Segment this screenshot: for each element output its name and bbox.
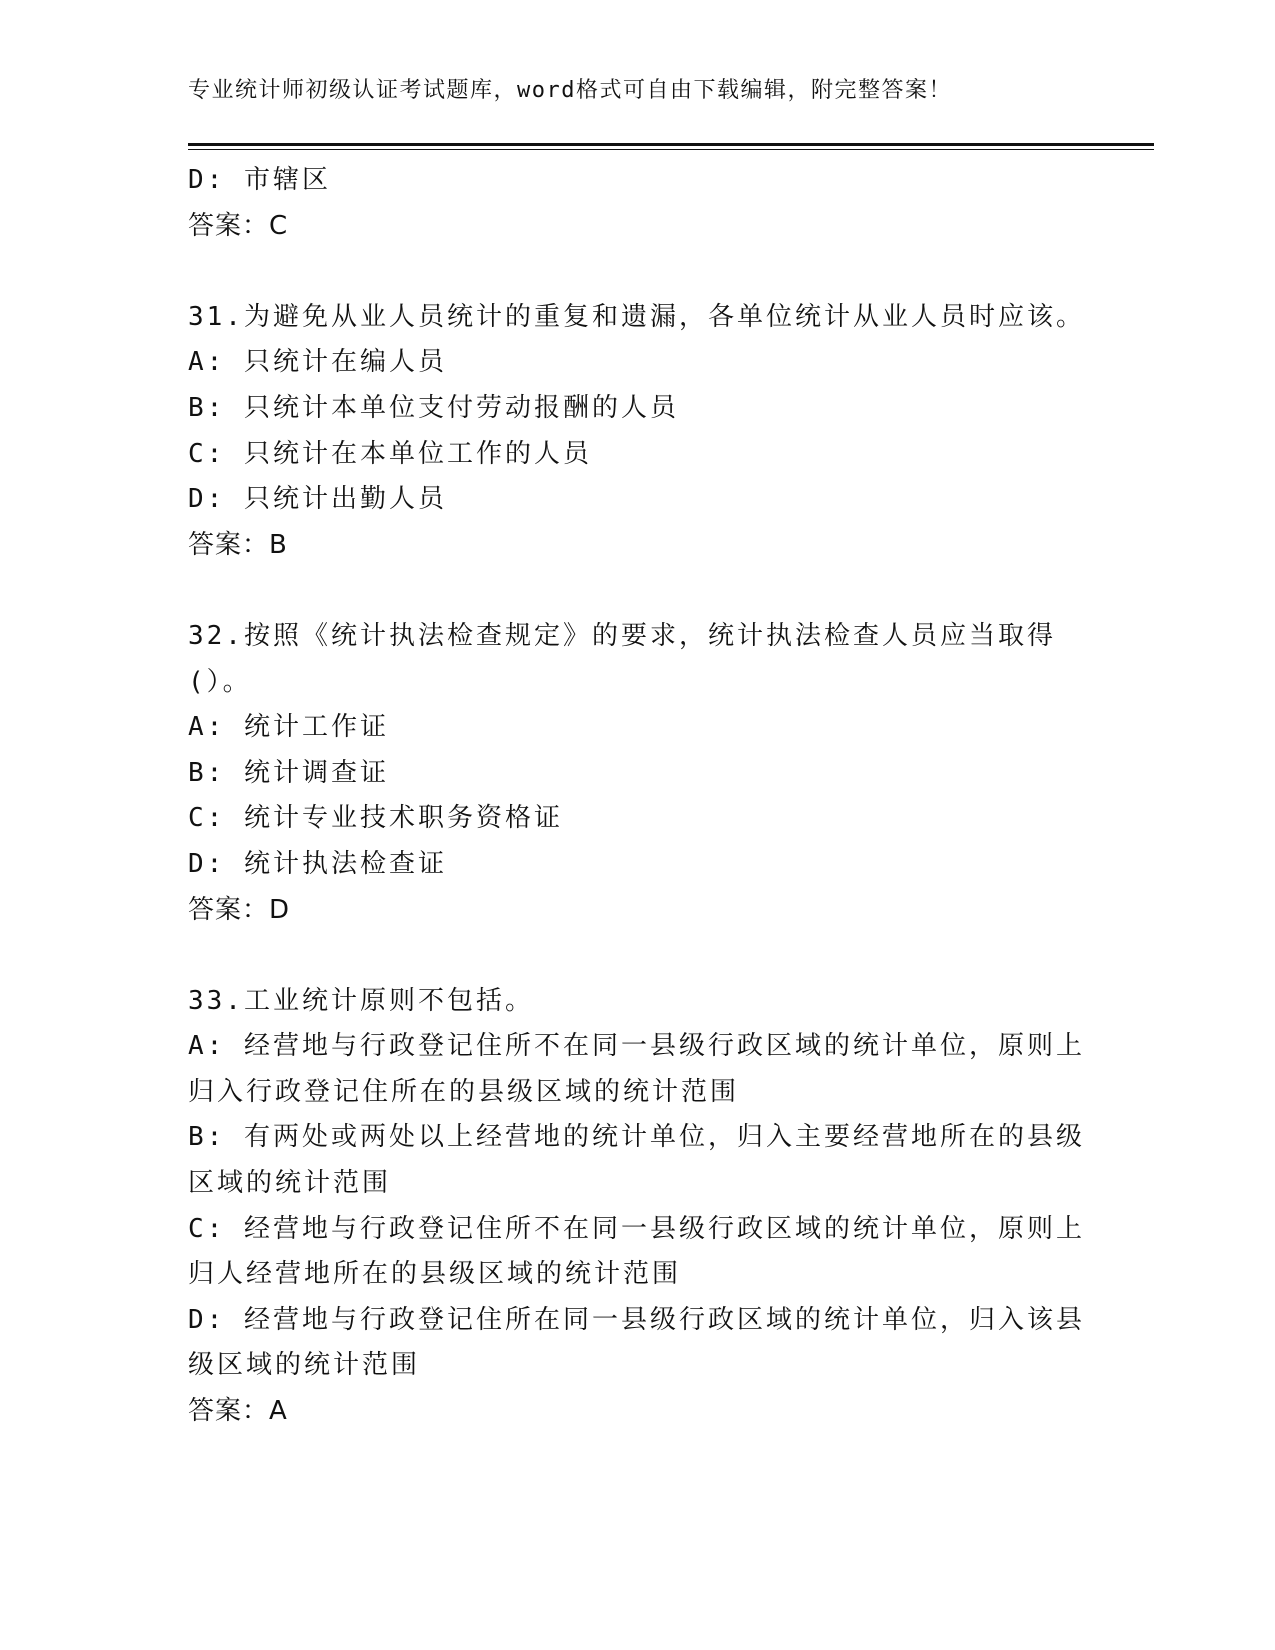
spacer xyxy=(188,933,1088,979)
question-31-option-a: A: 只统计在编人员 xyxy=(188,347,447,378)
header-divider-thin xyxy=(188,149,1154,150)
question-33-option-d: D: 经营地与行政登记住所在同一县级行政区域的统计单位，归入该县级区域的统计范围 xyxy=(188,1304,1085,1381)
header-divider-thick xyxy=(188,143,1154,146)
question-32-option-a: A: 统计工作证 xyxy=(188,712,389,743)
question-31-stem: 31.为避免从业人员统计的重复和遗漏，各单位统计从业人员时应该。 xyxy=(188,301,1085,332)
question-31-option-d: D: 只统计出勤人员 xyxy=(188,484,447,515)
question-content xyxy=(188,158,1088,1435)
spacer xyxy=(188,568,1088,614)
question-33-option-a: A: 经营地与行政登记住所不在同一县级行政区域的统计单位，原则上归入行政登记住所在的县级区域的统计范围 xyxy=(188,1031,1085,1107)
question-33-option-b: B: 有两处或两处以上经营地的统计单位，归入主要经营地所在的县级区域的统计范围 xyxy=(188,1122,1085,1199)
question-32-answer: 答案：D xyxy=(188,894,291,925)
question-32-option-c: C: 统计专业技术职务资格证 xyxy=(188,803,563,834)
page-header: 专业统计师初级认证考试题库，word格式可自由下载编辑，附完整答案！ xyxy=(188,78,952,103)
question-31-option-b: B: 只统计本单位支付劳动报酬的人员 xyxy=(188,392,679,423)
question-32-option-d: D: 统计执法检查证 xyxy=(188,848,447,879)
spacer xyxy=(188,249,1088,295)
question-33-option-c: C: 经营地与行政登记住所不在同一县级行政区域的统计单位，原则上归人经营地所在的县级区域的统计范围 xyxy=(188,1213,1085,1290)
question-31-option-c: C: 只统计在本单位工作的人员 xyxy=(188,438,592,469)
question-33-answer: 答案：A xyxy=(188,1396,288,1427)
prev-answer: 答案：C xyxy=(188,210,289,241)
question-32-stem: 32.按照《统计执法检查规定》的要求，统计执法检查人员应当取得(）。 xyxy=(188,620,1056,697)
prev-option-d: D: 市辖区 xyxy=(188,165,331,195)
question-32-option-b: B: 统计调查证 xyxy=(188,757,389,788)
question-33-stem: 33.工业统计原则不包括。 xyxy=(188,985,534,1016)
question-31-answer: 答案：B xyxy=(188,529,288,560)
